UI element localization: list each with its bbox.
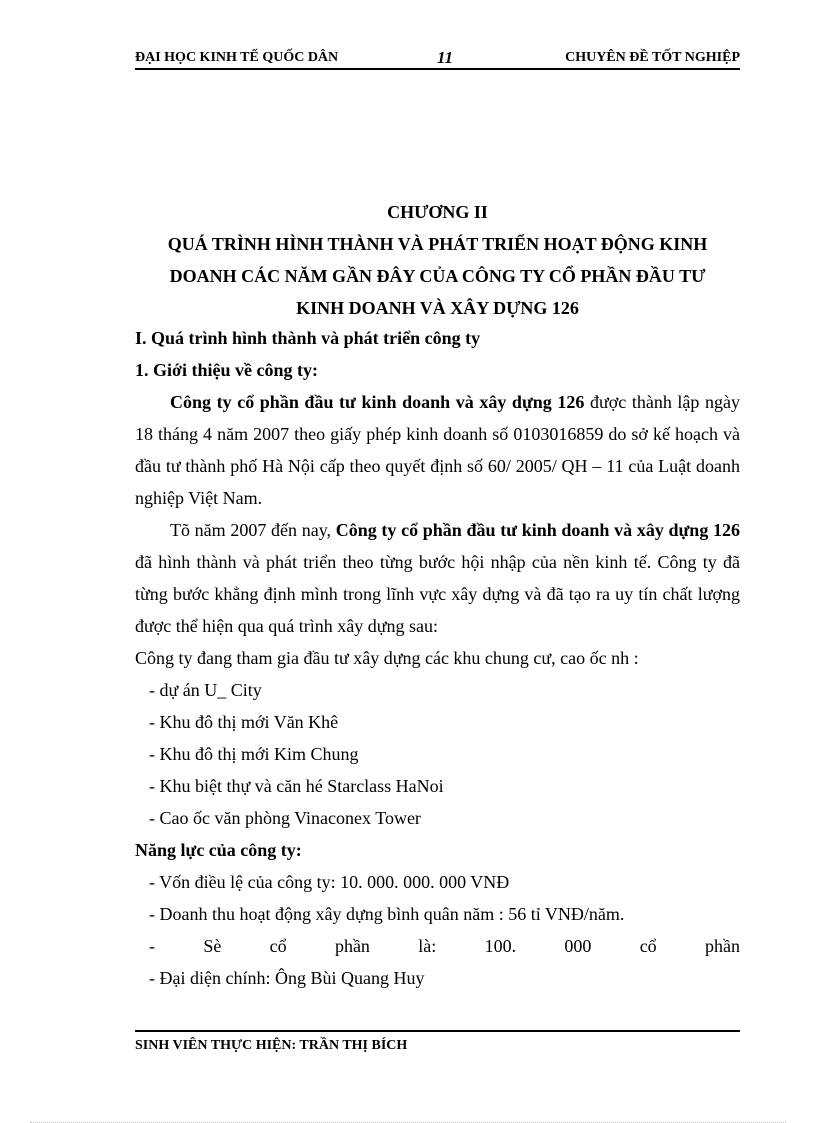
- capacity-heading: Năng lực của công ty:: [135, 840, 302, 860]
- paragraph-intro-text: được thành lập ngày 18 tháng 4 năm 2007 theo giấy phép kinh doanh số 0103016859 do sở kế hoạch và đầu tư thành phố Hà Nội cấp theo quyết định số 60/ 2005/ QH – 11 của Luật doanh nghiệp Việt Nam.: [135, 392, 741, 508]
- shares-line: [135, 930, 740, 962]
- subheading: 1. Giới thiệu về công ty:: [135, 360, 318, 380]
- list-item: - Cao ốc văn phòng Vinaconex Tower: [149, 808, 421, 828]
- chapter-title: [135, 196, 740, 324]
- shares-word: phần: [334, 936, 370, 956]
- shares-word: 000: [564, 936, 592, 956]
- company-name-bold: Công ty cổ phần đầu tư kinh doanh và xây dựng 126: [170, 392, 585, 412]
- header-university: ĐẠI HỌC KINH TẾ QUỐC DÂN: [135, 50, 339, 65]
- shares-word: 100.: [484, 936, 517, 956]
- title-line-1: QUÁ TRÌNH HÌNH THÀNH VÀ PHÁT TRIỂN HOẠT ĐỘNG KINH: [167, 234, 708, 254]
- company-name-bold-2: Công ty cổ phần đầu tư kinh doanh và xây dựng 126: [335, 520, 741, 540]
- shares-word: cổ: [639, 936, 657, 956]
- list-item: - dự án U_ City: [149, 680, 262, 700]
- paragraph-history: [135, 514, 740, 642]
- title-line-3: KINH DOANH VÀ XÂY DỰNG 126: [296, 298, 579, 318]
- representative-line: - Đại diện chính: Ông Bùi Quang Huy: [149, 968, 425, 988]
- page-number: 11: [437, 48, 454, 67]
- paragraph-intro: [135, 386, 740, 514]
- document-body: [135, 322, 740, 994]
- shares-word: cổ: [269, 936, 287, 956]
- footer-student: SINH VIÊN THỰC HIỆN: TRẦN THỊ BÍCH: [135, 1038, 408, 1053]
- list-item: - Khu biệt thự và căn hé Starclass HaNoi: [149, 776, 444, 796]
- paragraph-history-start: Tõ năm 2007 đến nay,: [170, 520, 336, 540]
- projects-intro: Công ty đang tham gia đầu tư xây dựng các khu chung cư, cao ốc nh :: [135, 648, 639, 668]
- shares-word: là:: [418, 936, 437, 956]
- list-item: - Khu đô thị mới Kim Chung: [149, 744, 359, 764]
- list-item: - Doanh thu hoạt động xây dựng bình quân năm : 56 tỉ VNĐ/năm.: [149, 904, 625, 924]
- section-heading: I. Quá trình hình thành và phát triển công ty: [135, 328, 481, 348]
- header-thesis-type: CHUYÊN ĐỀ TỐT NGHIỆP: [565, 50, 740, 65]
- chapter-label: CHƯƠNG II: [387, 202, 488, 222]
- list-item: - Vốn điều lệ của công ty: 10. 000. 000. 000 VNĐ: [149, 872, 510, 892]
- page-header: [135, 46, 740, 70]
- page-footer: [135, 1030, 740, 1054]
- list-item: - Khu đô thị mới Văn Khê: [149, 712, 339, 732]
- shares-word: Sè: [203, 936, 222, 956]
- shares-word: -: [149, 936, 155, 956]
- title-line-2: DOANH CÁC NĂM GẦN ĐÂY CỦA CÔNG TY CỔ PHẦN ĐẦU TƯ: [169, 266, 706, 286]
- shares-word: phần: [705, 936, 740, 956]
- paragraph-history-text: đã hình thành và phát triển theo từng bước hội nhập của nền kinh tế. Công ty đã từng bước khẳng định mình trong lĩnh vực xây dựng và đã tạo ra uy tín chất lượng được thể hiện qua quá trình xây dựng sau:: [135, 552, 740, 636]
